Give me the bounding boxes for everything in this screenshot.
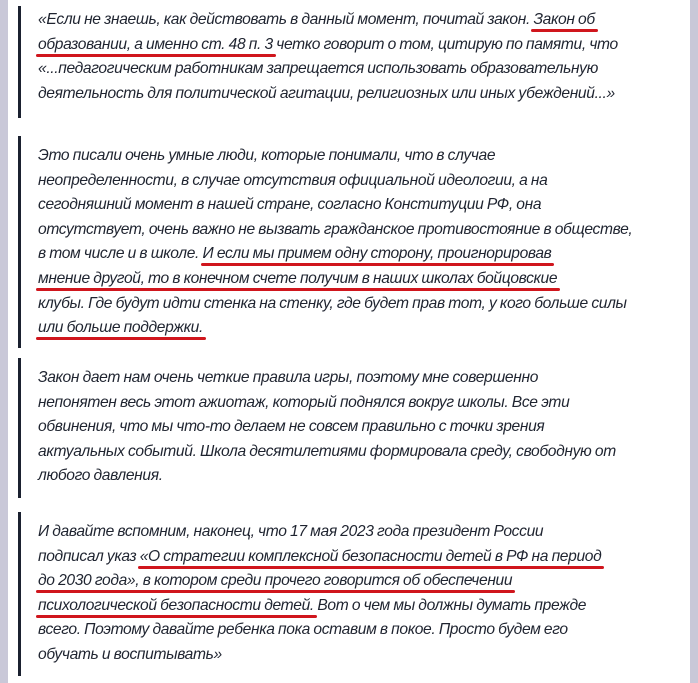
text-line — [38, 569, 678, 594]
text-line — [38, 594, 678, 619]
text-line: неопределенности, в случае отсутствия официальной идеологии, а на — [38, 171, 548, 189]
text-line: Это писали очень умные люди, которые понимали, что в случае — [38, 147, 496, 164]
underlined-highlight: мнение другой, то в конечном счете получим в наших школах бойцовские — [38, 269, 558, 287]
underlined-highlight: образовании, а именно ст. 48 п. 3 — [38, 35, 273, 53]
underlined-highlight: «О стратегии комплексной безопасности детей в РФ на период — [139, 547, 602, 565]
text-line — [38, 267, 678, 292]
text-line — [38, 242, 678, 267]
underlined-highlight: или больше поддержки. — [38, 319, 203, 337]
text-segment: Вот о чем мы должны думать прежде — [313, 596, 587, 614]
blockquote-rules-of-game — [18, 358, 678, 498]
underlined-highlight: психологической безопасности детей. — [38, 596, 314, 614]
text-line — [38, 316, 678, 341]
underlined-highlight: Закон об — [533, 11, 595, 28]
text-line: Закон дает нам очень четкие правила игры, поэтому мне совершенно — [38, 369, 539, 386]
blockquote-law-reference — [18, 6, 678, 118]
text-line: всего. Поэтому давайте ребенка пока оставим в покое. Просто будем его — [38, 621, 568, 639]
blockquote-civil-confrontation — [18, 136, 678, 348]
text-line: сегодняшний момент в нашей стране, согласно Конституции РФ, она — [38, 196, 542, 214]
text-line — [38, 33, 678, 58]
text-segment: четко говорит о том, цитирую по памяти, что — [272, 35, 618, 53]
text-segment: подписал указ — [38, 547, 140, 565]
text-line: обвинения, что мы что-то делаем не совсем правильно с точки зрения — [38, 418, 545, 436]
blockquote-child-safety-decree — [18, 512, 678, 676]
text-line: обучать и воспитывать» — [38, 645, 222, 663]
text-line: любого давления. — [38, 467, 163, 485]
text-line: непонятен весь этот ажиотаж, который поднялся вокруг школы. Все эти — [38, 393, 570, 411]
text-line: «...педагогическим работникам запрещается использовать образовательную — [38, 60, 599, 78]
text-line: отсутствует, очень важно не вызвать гражданское противостояние в обществе, — [38, 220, 633, 238]
text-line: клубы. Где будут идти стенка на стенку, где будет прав тот, у кого больше силы — [38, 294, 627, 312]
text-line: деятельность для политической агитации, религиозных или иных убеждений...» — [38, 84, 615, 102]
document-page — [8, 0, 690, 683]
underlined-highlight: до 2030 года», в котором среди прочего говорится об обеспечении — [38, 572, 513, 590]
text-line: актуальных событий. Школа десятилетиями формировала среду, свободную от — [38, 442, 616, 460]
text-line: И давайте вспомним, наконец, что 17 мая 2023 года президент России — [38, 523, 544, 540]
text-segment: «Если не знаешь, как действовать в данный момент, почитай закон. — [38, 11, 534, 28]
text-segment: в том числе и в школе. — [38, 245, 203, 263]
text-line — [38, 545, 678, 570]
underlined-highlight: И если мы примем одну сторону, проигнорировав — [202, 245, 552, 263]
text-line — [38, 8, 678, 33]
